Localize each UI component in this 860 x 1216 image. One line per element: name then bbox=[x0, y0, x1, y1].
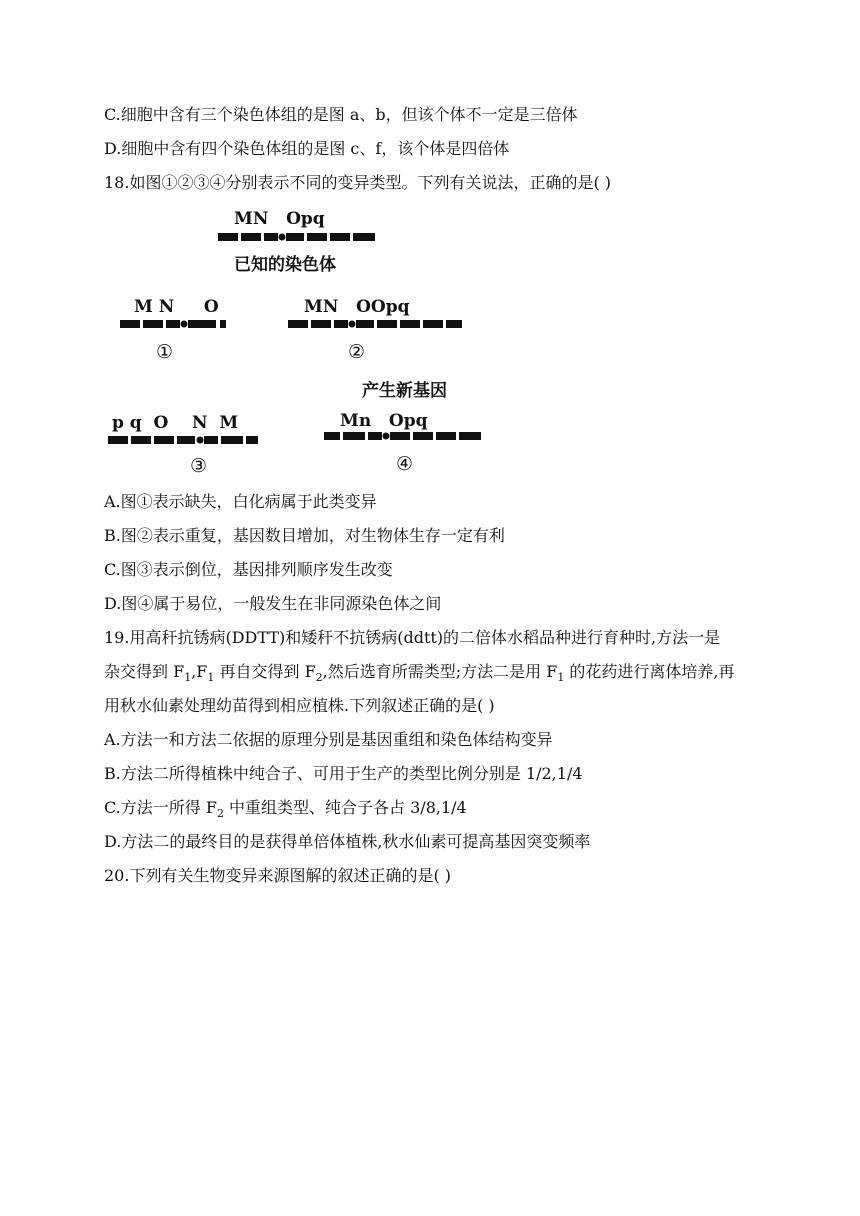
q19-stem-line-1: 19.用高秆抗锈病(DDTT)和矮秆不抗锈病(ddtt)的二倍体水稻品种进行育种时,方法一是 bbox=[104, 628, 721, 647]
q19-option-b: B.方法二所得植株中纯合子、可用于生产的类型比例分别是 1/2,1/4 bbox=[104, 764, 583, 783]
q19-option-d: D.方法二的最终目的是获得单倍体植株,秋水仙素可提高基因突变频率 bbox=[104, 832, 591, 851]
q19-option-a: A.方法一和方法二依据的原理分别是基因重组和染色体结构变异 bbox=[104, 730, 553, 749]
chromosome-1-genes: M N O bbox=[134, 297, 219, 317]
chromosome-3-mark: ③ bbox=[190, 455, 208, 477]
chromosome-2 bbox=[288, 320, 462, 328]
q17-option-d: D.细胞中含有四个染色体组的是图 c、f，该个体是四倍体 bbox=[104, 139, 510, 158]
q18-stem: 18.如图①②③④分别表示不同的变异类型。下列有关说法，正确的是( ) bbox=[104, 173, 612, 192]
q19-stem-line-3: 用秋水仙素处理幼苗得到相应植株.下列叙述正确的是( ) bbox=[104, 696, 495, 715]
q19-option-c: C.方法一所得 $F_2$ 中重组类型、纯合子各占 3/8,1/4 bbox=[104, 798, 467, 821]
chromosome-3-genes: p q O N M bbox=[112, 413, 239, 433]
new-gene-caption: 产生新基因 bbox=[362, 381, 447, 401]
q20-stem: 20.下列有关生物变异来源图解的叙述正确的是( ) bbox=[104, 866, 452, 885]
chromosome-2-genes: MN OOpq bbox=[304, 297, 410, 317]
chromosome-4-genes: Mn Opq bbox=[340, 411, 428, 431]
chromosome-4-mark: ④ bbox=[396, 453, 414, 475]
q18-option-c: C.图③表示倒位，基因排列顺序发生改变 bbox=[104, 560, 393, 579]
q17-option-c: C.细胞中含有三个染色体组的是图 a、b，但该个体不一定是三倍体 bbox=[104, 105, 578, 124]
q19-stem-line-2: 杂交得到 $F_1,F_1$ 再自交得到 $F_2$,然后选育所需类型;方法二是用 $F_1$ 的花药进行离体培养,再 bbox=[104, 662, 735, 685]
chromosome-variation-figure bbox=[100, 200, 500, 482]
chromosome-1-mark: ① bbox=[156, 341, 174, 363]
chromosome-4 bbox=[324, 432, 481, 440]
known-chromosome-caption: 已知的染色体 bbox=[234, 255, 336, 275]
q18-option-b: B.图②表示重复，基因数目增加，对生物体生存一定有利 bbox=[104, 526, 505, 545]
known-chromosome-genes: MN Opq bbox=[234, 209, 325, 229]
chromosome-2-mark: ② bbox=[348, 341, 366, 363]
known-chromosome bbox=[218, 233, 375, 241]
q18-option-d: D.图④属于易位，一般发生在非同源染色体之间 bbox=[104, 594, 442, 613]
chromosome-1 bbox=[120, 320, 226, 328]
q18-option-a: A.图①表示缺失，白化病属于此类变异 bbox=[104, 492, 377, 511]
chromosome-3 bbox=[108, 436, 258, 444]
